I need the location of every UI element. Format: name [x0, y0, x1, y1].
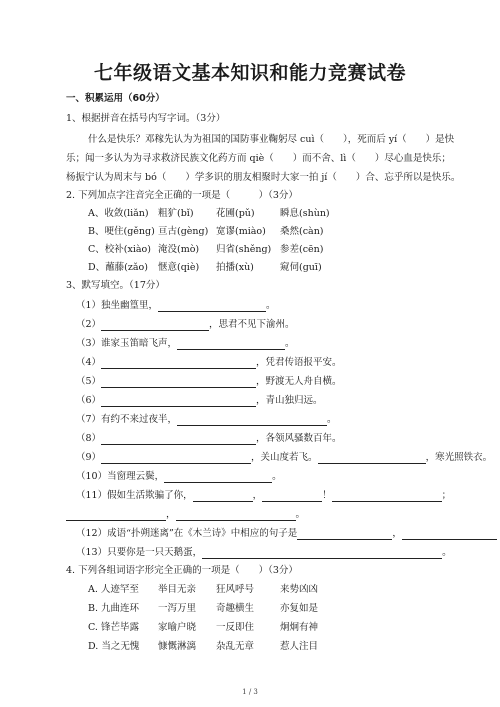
fill-item: （3）谁家玉笛暗飞声， 。 — [76, 338, 295, 349]
answer-blank[interactable] — [176, 510, 296, 521]
option-word: 拍播(xù) — [216, 262, 254, 273]
option-word: 桑然(càn) — [280, 226, 324, 237]
option-word: 杂乱无章 — [216, 641, 255, 652]
fill-item: （10）当窗理云鬓， 。 — [76, 471, 282, 482]
question-3-heading: 3、默写填空。（17分） — [66, 280, 165, 291]
fill-item: （4） ，凭君传语报平安。 — [76, 357, 342, 368]
answer-blank[interactable] — [164, 472, 272, 483]
option-word: 一反即住 — [216, 622, 255, 633]
option-word: 奇趣横生 — [216, 603, 255, 614]
question-1-text: 什么是快乐？邓稼先认为为祖国的国防事业鞠躬尽 cuì（ ），死而后 yí（ ）是快 — [88, 134, 455, 145]
answer-blank[interactable] — [158, 301, 266, 312]
fill-item: （11）假如生活欺骗了你， ， ！ ； — [76, 490, 452, 501]
fill-item: （13）只要你是一只天鹅蛋， 。 — [76, 547, 452, 558]
page-number: 1 / 3 — [242, 688, 258, 696]
answer-blank[interactable] — [177, 415, 327, 426]
option-word: 参差(cēn) — [280, 244, 324, 255]
answer-blank[interactable] — [101, 453, 251, 464]
answer-blank[interactable] — [262, 491, 322, 502]
option-word: 花圃(pǔ) — [216, 208, 255, 219]
option-word: 惹人注目 — [280, 641, 319, 652]
option-b: B. 九曲连环 — [88, 603, 140, 614]
answer-blank[interactable] — [193, 491, 253, 502]
option-word: 瞬息(shùn) — [280, 208, 330, 219]
option-word: 窥伺(guī) — [280, 262, 322, 273]
option-word: 淹没(mò) — [158, 244, 200, 255]
answer-blank[interactable] — [101, 434, 256, 445]
fill-item: （5） ，野渡无人舟自横。 — [76, 376, 342, 387]
option-d: D、蘸藤(zǎo) — [88, 262, 148, 273]
answer-blank[interactable] — [101, 358, 256, 369]
fill-item: （2） ，思君不见下渝州。 — [76, 319, 295, 330]
answer-blank[interactable] — [318, 453, 426, 464]
fill-item: （7）有约不来过夜半， 。 — [76, 414, 337, 425]
option-word: 粗犷(bǐ) — [158, 208, 194, 219]
fill-item: （12）成语“扑朔迷离”在《木兰诗》中相应的句子是 ， — [76, 528, 497, 540]
option-word: 一泻万里 — [158, 603, 197, 614]
option-word: 归省(shěng) — [216, 244, 272, 255]
option-d: D. 当之无愧 — [88, 641, 140, 652]
answer-blank[interactable] — [101, 320, 209, 331]
fill-item: ， 。 — [66, 509, 305, 521]
option-b: B、哽住(gěng) — [88, 226, 155, 237]
option-word: 亦复如是 — [280, 603, 319, 614]
fill-item: （6） ，青山独归远。 — [76, 395, 323, 406]
option-word: 宽谬(miào) — [216, 226, 266, 237]
option-c: C、校补(xiào) — [88, 244, 151, 255]
question-4-heading: 4. 下列各组词语字形完全正确的一项是（ ）（3分） — [66, 565, 298, 576]
option-word: 狂风呼号 — [216, 584, 255, 595]
answer-blank[interactable] — [402, 529, 497, 540]
option-word: 慷慨淋漓 — [158, 641, 197, 652]
fill-item: （9） ，关山度若飞。 ，寒光照铁衣。 — [76, 452, 493, 463]
fill-item: （8） ，各领风骚数百年。 — [76, 433, 342, 444]
option-a: A、收敛(liǎn) — [88, 208, 149, 219]
option-word: 举目无亲 — [158, 584, 197, 595]
answer-blank[interactable] — [101, 396, 256, 407]
answer-blank[interactable] — [177, 339, 285, 350]
page-title: 七年级语文基本知识和能力竞赛试卷 — [93, 62, 406, 84]
answer-blank[interactable] — [101, 377, 256, 388]
option-a: A. 人迹罕至 — [88, 584, 139, 595]
section-heading: 一、积累运用（60分） — [66, 93, 165, 104]
answer-blank[interactable] — [297, 529, 392, 540]
question-2-heading: 2. 下列加点字注音完全正确的一项是（ ）（3分） — [66, 190, 298, 201]
option-word: 来势凶凶 — [280, 584, 319, 595]
fill-item: （1）独坐幽篁里， 。 — [76, 300, 276, 311]
option-word: 炯炯有神 — [280, 622, 319, 633]
option-c: C. 锋芒毕露 — [88, 622, 139, 633]
option-word: 惬意(qiè) — [158, 262, 200, 273]
question-1-text: 杨振宁认为周末与 bó（ ）学多识的朋友相聚时大家一拍 jí（ ）合、忘乎所以是快乐。 — [66, 172, 461, 183]
question-1-heading: 1、根据拼音在括号内写字词。（3分） — [66, 113, 226, 124]
option-word: 家喻户晓 — [158, 622, 197, 633]
question-1-text: 乐；闻一多认为为寻求救济民族文化药方而 qiè（ ）而不舍、lì（ ）尽心血是快乐； — [66, 153, 451, 164]
answer-blank[interactable] — [202, 548, 442, 559]
answer-blank[interactable] — [332, 491, 442, 502]
option-word: 亘古(gèng) — [158, 226, 209, 237]
answer-blank[interactable] — [66, 510, 166, 521]
